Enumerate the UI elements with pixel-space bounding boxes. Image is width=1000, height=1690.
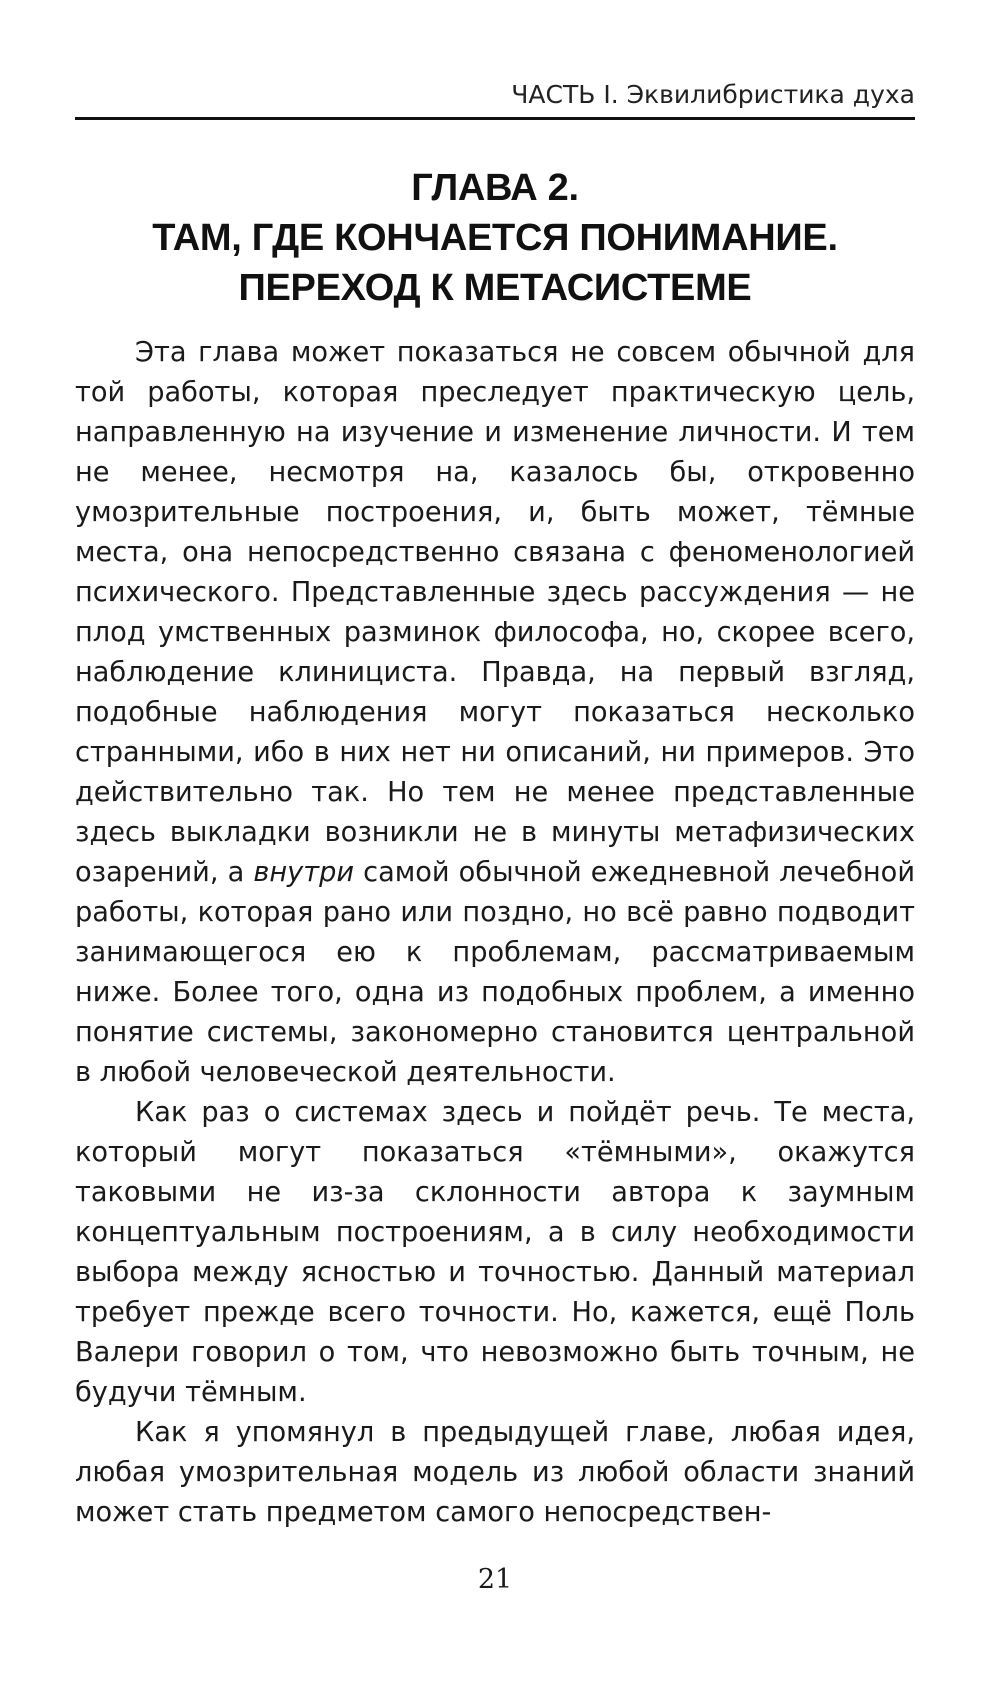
chapter-title <box>75 163 915 313</box>
chapter-number: ГЛАВА 2. <box>411 167 579 209</box>
chapter-title-line-1: ТАМ, ГДЕ КОНЧАЕТСЯ ПОНИМАНИЕ. <box>152 217 838 259</box>
running-header <box>75 70 915 120</box>
paragraph-1 <box>75 333 915 1093</box>
paragraph-3: Как я упомянул в предыдущей главе, любая идея, любая умозрительная модель из любой области знаний может стать предметом самого непосредствен- <box>75 1417 915 1528</box>
paragraph-1-emphasis: внутри <box>253 857 355 888</box>
paragraph-1-part-1: Эта глава может показаться не совсем обычной для той работы, которая преследует практическую цель, направленную на изучение и изменение личности. И тем не менее, несмотря на, казалось бы, откровенно умозрительные построения, и, быть может, тёмные места, она непосредственно связана с феноменологией психического. Представленные здесь рассуждения — не плод умственных разминок философа, но, скорее всего, наблюдение клинициста. Правда, на первый взгляд, подобные наблюдения могут показаться несколько странными, ибо в них нет ни описаний, ни примеров. Это действительно так. Но тем не менее представленные здесь выкладки возникли не в минуты метафизических озарений, а <box>75 337 915 888</box>
paragraph-1-part-2: самой обычной ежедневной лечебной работы, которая рано или поздно, но всё равно подводит занимающегося ею к проблемам, рассматриваемым ниже. Более того, одна из подобных проблем, а именно понятие системы, закономерно становится центральной в любой человеческой деятельности. <box>75 857 915 1088</box>
body-text <box>75 333 915 1533</box>
running-header-text: ЧАСТЬ I. Эквилибристика духа <box>511 80 915 109</box>
page-number: 21 <box>477 1564 513 1595</box>
chapter-title-line-2: ПЕРЕХОД К МЕТАСИСТЕМЕ <box>238 267 752 309</box>
paragraph-2: Как раз о системах здесь и пойдёт речь. Те места, который могут показаться «тёмными», окажутся таковыми не из-за склонности автора к заумным концептуальным построениям, а в силу необходимости выбора между ясностью и точностью. Данный материал требует прежде всего точности. Но, кажется, ещё Поль Валери говорил о том, что невозможно быть точным, не будучи тёмным. <box>75 1097 915 1408</box>
